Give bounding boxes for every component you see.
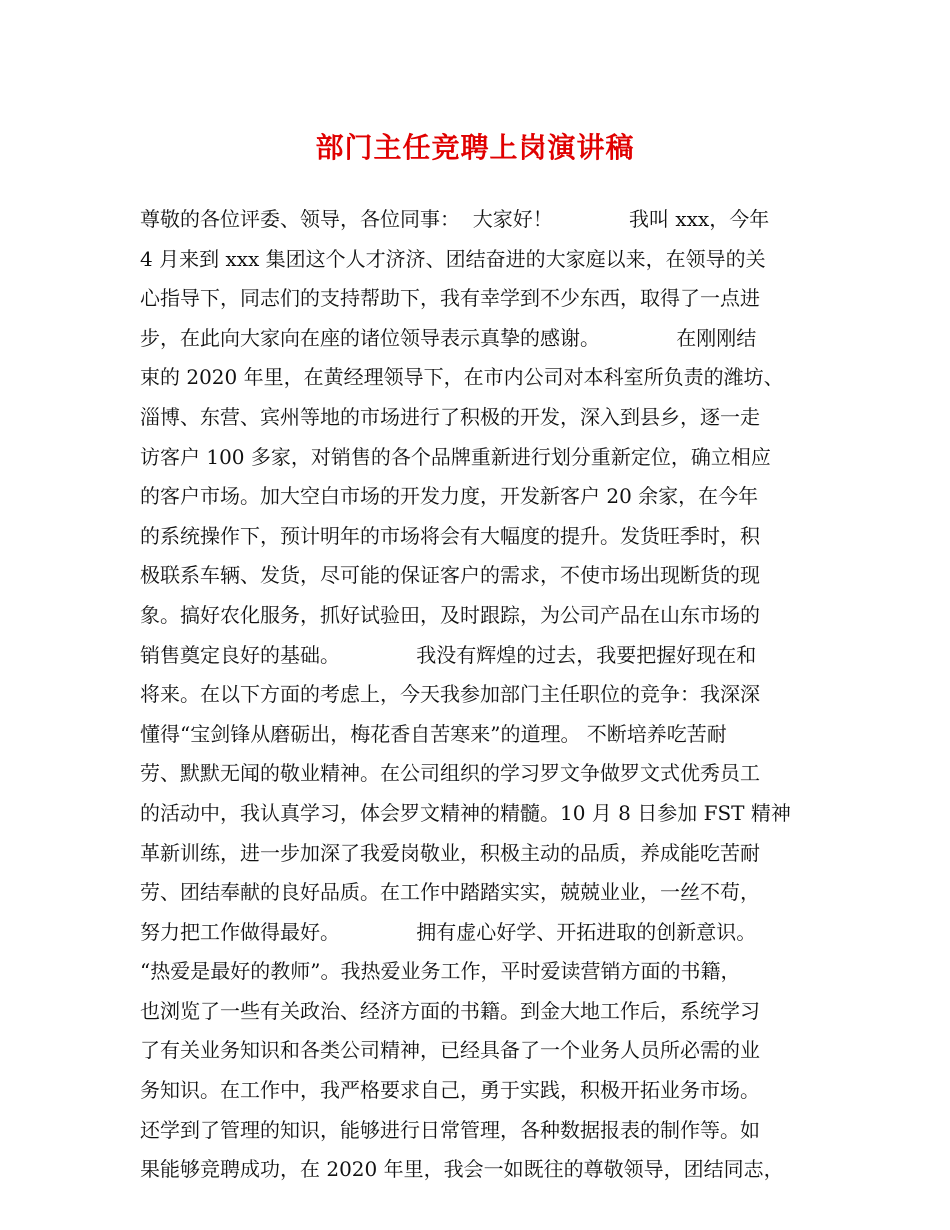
- body-line: 了有关业务知识和各类公司精神，已经具备了一个业务人员所必需的业: [140, 1038, 760, 1063]
- body-line: 的活动中，我认真学习，体会罗文精神的精髓。10 月 8 日参加 FST 精神: [140, 800, 791, 825]
- body-line: 果能够竞聘成功，在 2020 年里，我会一如既往的尊敬领导，团结同志，: [140, 1157, 784, 1182]
- body-line: 束的 2020 年里，在黄经理领导下，在市内公司对本科室所负责的潍坊、: [140, 365, 784, 390]
- body-line: 革新训练，进一步加深了我爱岗敬业，积极主动的品质，养成能吃苦耐: [140, 840, 760, 865]
- body-line: 销售奠定良好的基础。 我没有辉煌的过去，我要把握好现在和: [140, 642, 757, 667]
- body-line: 劳、团结奉献的良好品质。在工作中踏踏实实，兢兢业业，一丝不苟，: [140, 880, 760, 905]
- body-line: “热爱是最好的教师”。我热爱业务工作，平时爱读营销方面的书籍，: [140, 959, 741, 984]
- document-title: 部门主任竞聘上岗演讲稿: [315, 131, 635, 164]
- body-line: 尊敬的各位评委、领导，各位同事： 大家好！ 我叫 xxx，今年: [140, 207, 770, 231]
- body-line: 的系统操作下，预计明年的市场将会有大幅度的提升。发货旺季时，积: [140, 523, 760, 548]
- body-line: 淄博、东营、宾州等地的市场进行了积极的开发，深入到县乡，逐一走: [140, 404, 760, 429]
- body-line: 心指导下，同志们的支持帮助下，我有幸学到不少东西，取得了一点进: [140, 286, 760, 311]
- body-line: 4 月来到 xxx 集团这个人才济济、团结奋进的大家庭以来，在领导的关: [140, 246, 766, 271]
- document-body: [140, 200, 820, 1190]
- body-line: 劳、默默无闻的敬业精神。在公司组织的学习罗文争做罗文式优秀员工: [140, 761, 760, 786]
- body-line: 努力把工作做得最好。 拥有虚心好学、开拓进取的创新意识。: [140, 919, 757, 944]
- body-line: 务知识。在工作中，我严格要求自己，勇于实践，积极开拓业务市场。: [140, 1078, 760, 1103]
- body-line: 懂得“宝剑锋从磨砺出，梅花香自苦寒来”的道理。 不断培养吃苦耐: [140, 721, 727, 746]
- body-line: 象。搞好农化服务，抓好试验田，及时跟踪，为公司产品在山东市场的: [140, 602, 760, 627]
- body-line: 访客户 100 多家，对销售的各个品牌重新进行划分重新定位，确立相应: [140, 444, 771, 469]
- body-line: 步，在此向大家向在座的诸位领导表示真挚的感谢。 在刚刚结: [140, 325, 757, 350]
- body-line: 的客户市场。加大空白市场的开发力度，开发新客户 20 余家，在今年: [140, 484, 759, 509]
- body-line: 也浏览了一些有关政治、经济方面的书籍。到金大地工作后，系统学习: [140, 998, 760, 1023]
- body-line: 还学到了管理的知识，能够进行日常管理，各种数据报表的制作等。如: [140, 1117, 760, 1142]
- body-line: 将来。在以下方面的考虑上，今天我参加部门主任职位的竞争：我深深: [140, 682, 760, 707]
- body-line: 极联系车辆、发货，尽可能的保证客户的需求，不使市场出现断货的现: [140, 563, 760, 588]
